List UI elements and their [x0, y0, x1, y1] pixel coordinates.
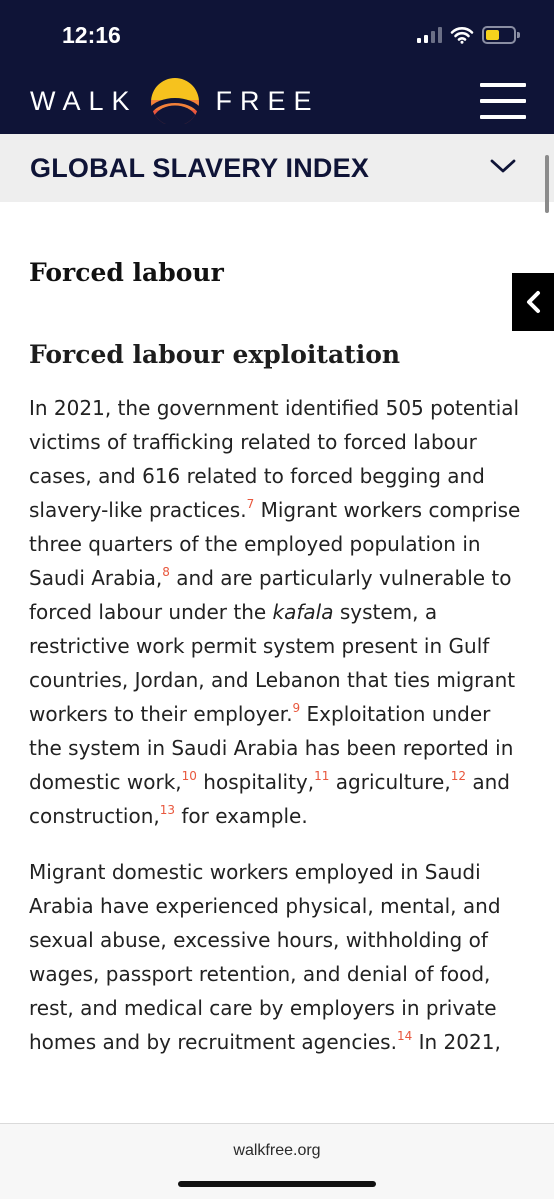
paragraph-2: Migrant domestic workers employed in Saudi Arabia have experienced physical, mental, and sexual abuse, excessive hours, withholding of wages, passport retention, and denial of food, rest, and medical care by employers in private homes and by recruitment agencies.$^{14}$ In 2021,	[29, 860, 501, 1054]
footnote-14[interactable]: 14	[396, 1029, 413, 1043]
cellular-signal-icon	[417, 27, 442, 43]
footnote-13[interactable]: 13	[159, 803, 176, 817]
walk-free-logo[interactable]	[30, 76, 320, 126]
footnote-10[interactable]: 10	[181, 769, 197, 783]
wifi-icon	[450, 26, 474, 44]
section-subheading: Forced labour exploitation	[29, 340, 401, 369]
scrollbar[interactable]	[545, 155, 549, 213]
menu-icon[interactable]	[480, 83, 526, 119]
browser-address-bar[interactable]	[0, 1123, 554, 1199]
logo-word-walk: WALK	[30, 85, 138, 116]
logo-word-free: FREE	[215, 85, 320, 116]
url-text[interactable]: walkfree.org	[233, 1142, 321, 1159]
sun-logo-icon	[144, 78, 206, 124]
article-content	[29, 250, 529, 1059]
footnote-9[interactable]: 9	[292, 701, 301, 715]
footnote-12[interactable]: 12	[450, 769, 466, 783]
home-indicator[interactable]	[178, 1181, 376, 1187]
battery-icon	[482, 26, 516, 44]
site-header	[0, 0, 554, 134]
chevron-down-icon	[490, 158, 516, 174]
gsi-title: GLOBAL SLAVERY INDEX	[30, 152, 370, 183]
section-heading: Forced labour	[29, 258, 224, 287]
paragraph-1: In 2021, the government identified 505 potential victims of trafficking related to forced labour cases, and 616 related to forced begging and slavery-like practices.$^7$ Migrant workers comprise three quarters of the employed population in Saudi Arabia,$^8$ and are particularly vulnerable to forced labour under the kafala system, a restrictive work permit system present in Gulf countries, Jordan, and Lebanon that ties migrant workers to their employer.$^9$ Exploitation under the system in Saudi Arabia has been reported in domestic work,$^{10}$ hospitality,$^{11}$ agriculture,$^{12}$ and construction,$^{13}$ for example.	[29, 396, 521, 828]
footnote-11[interactable]: 11	[314, 769, 330, 783]
status-icons	[417, 26, 516, 44]
global-slavery-index-dropdown[interactable]	[0, 134, 554, 202]
footnote-7[interactable]: 7	[246, 497, 255, 511]
status-time: 12:16	[62, 22, 121, 48]
footnote-8[interactable]: 8	[162, 565, 170, 579]
kafala-term: kafala	[272, 600, 334, 624]
